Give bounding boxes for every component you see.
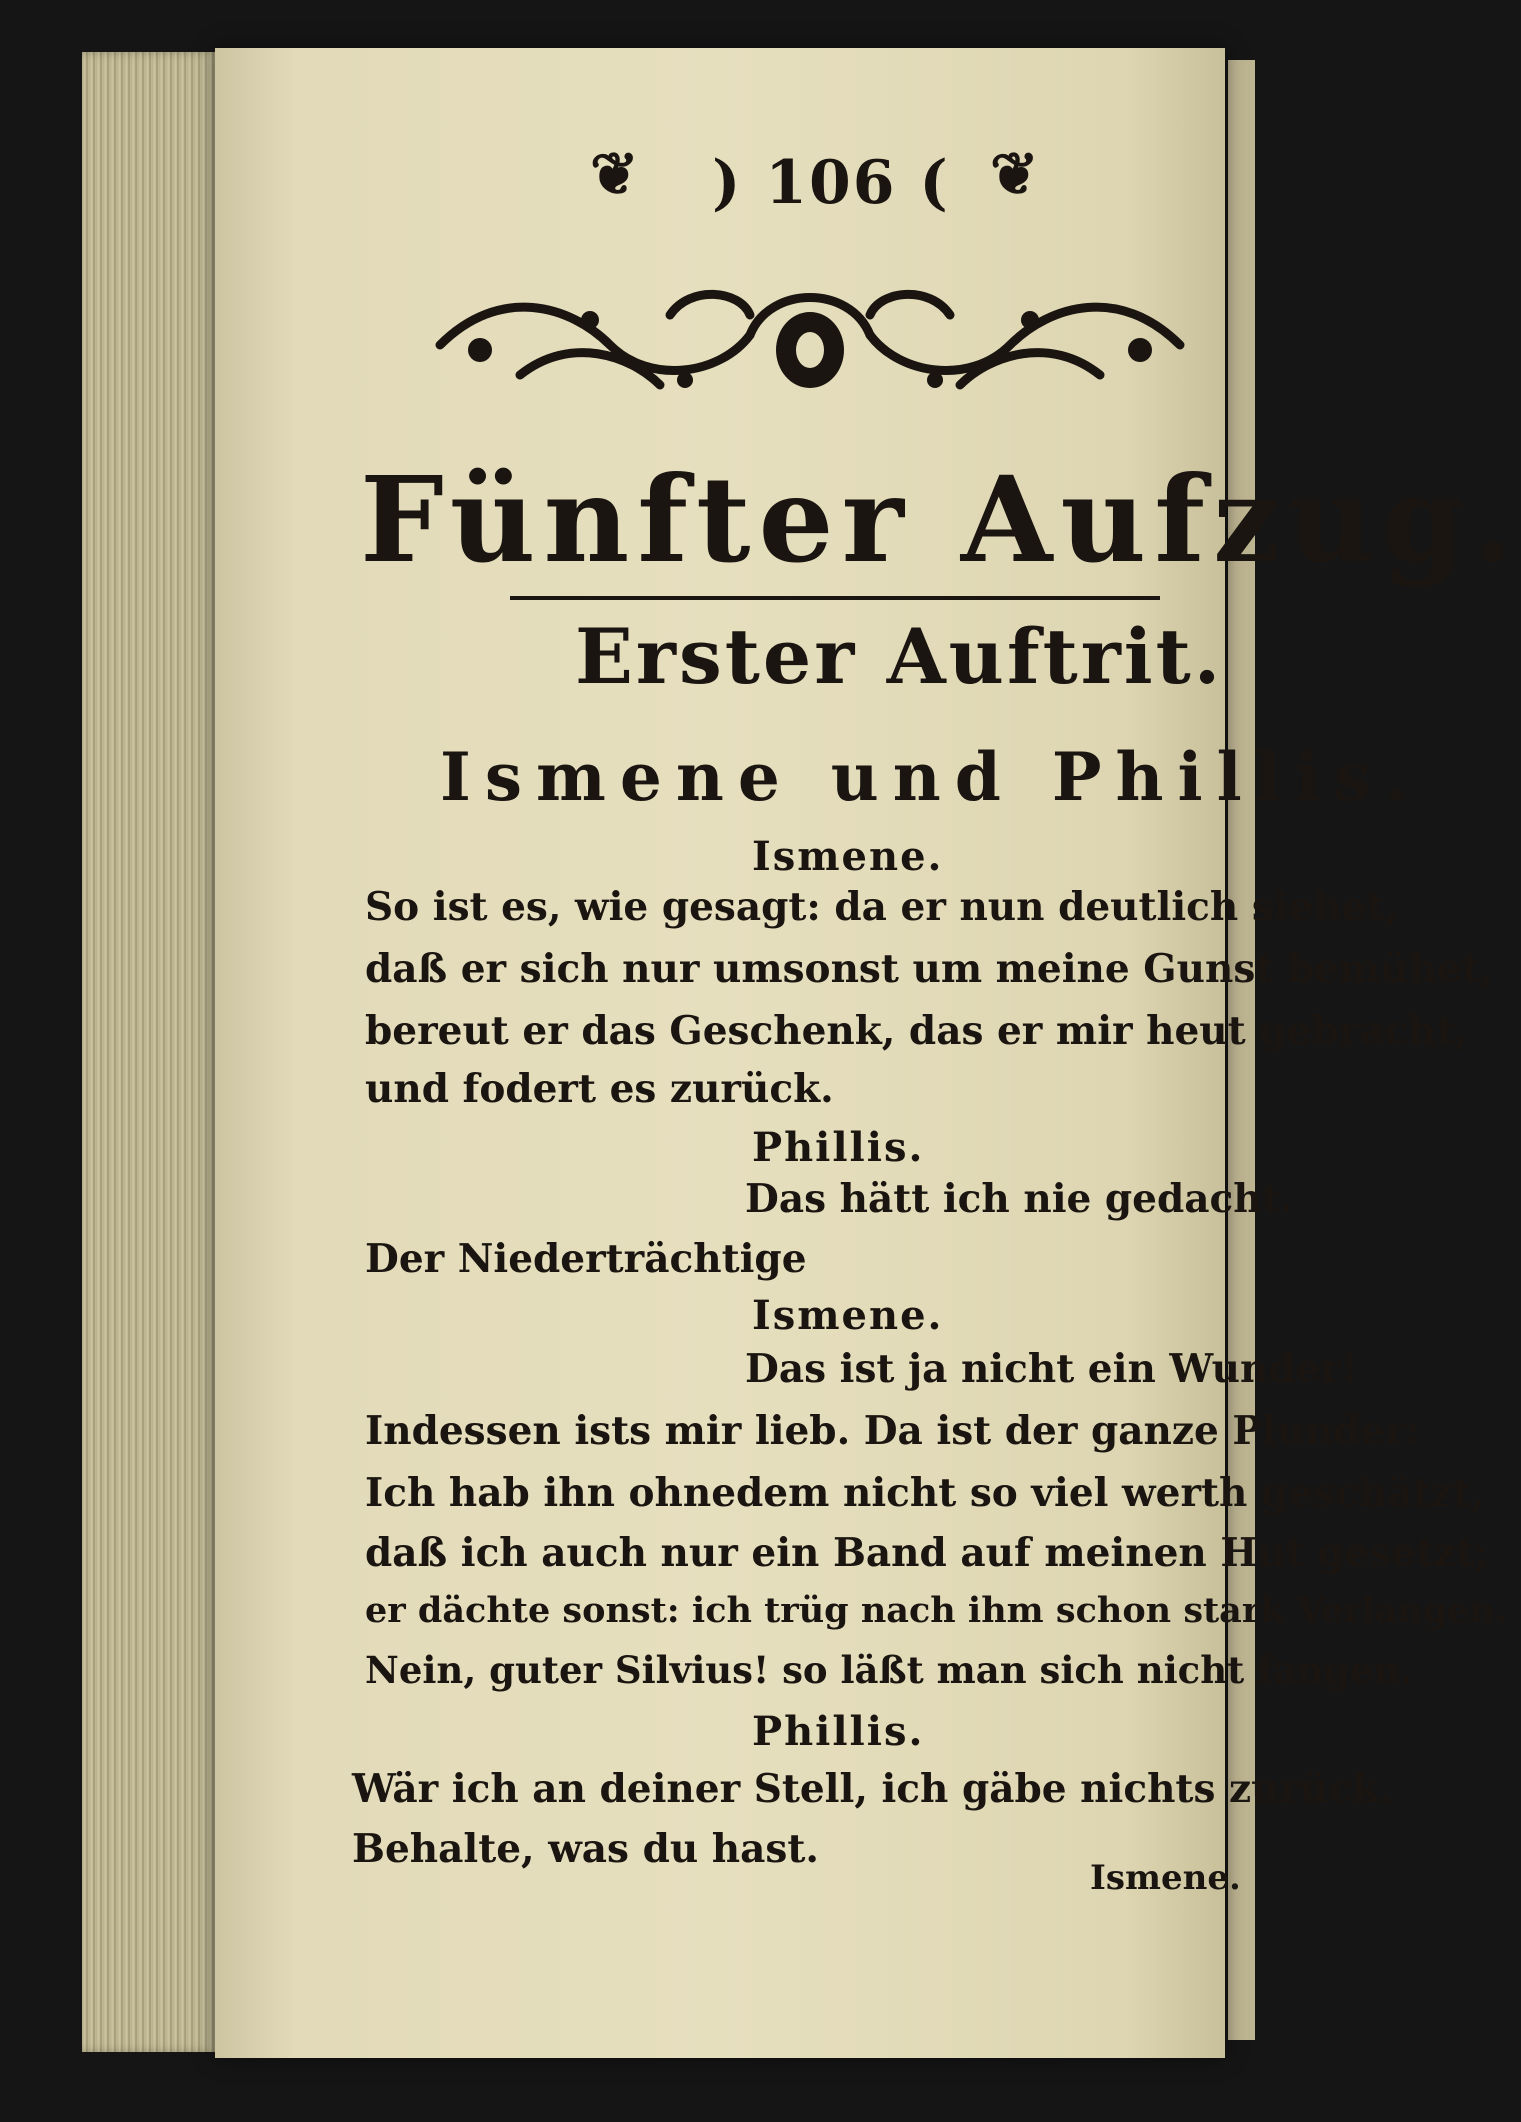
speaker-name: Phillis. [752,1708,925,1755]
speaker-name: Ismene. [752,833,944,880]
header-ornament-left-icon: ❦ [590,140,639,208]
verse-line: Nein, guter Silvius! so läßt man sich nicht fangen. [365,1648,1414,1692]
title-rule [510,596,1160,600]
verse-line: Ich hab ihn ohnedem nicht so viel werth geschätzt, [365,1470,1485,1516]
page-number: ) 106 ( [712,148,950,218]
baroque-scroll-ornament-icon [420,275,1200,405]
header-ornament-right-icon: ❦ [990,140,1039,208]
act-title: Fünfter Aufzug. [360,450,1521,589]
verse-line: Das hätt ich nie gedacht. [745,1176,1294,1222]
verse-line: Indessen ists mir lieb. Da ist der ganze Plunder: [365,1408,1421,1454]
scene-title: Erster Auftrit. [575,612,1224,701]
verse-line: Wär ich an deiner Stell, ich gäbe nichts zurück. [352,1766,1393,1812]
speaker-name: Ismene. [752,1292,944,1339]
verse-line: So ist es, wie gesagt: da er nun deutlich siehet, [365,884,1399,930]
verse-line: und fodert es zurück. [365,1066,834,1112]
verse-line: Der Niederträchtige [365,1236,807,1282]
verse-line: daß er sich nur umsonst um meine Gunst bemühet, [365,946,1494,992]
verse-line: daß ich auch nur ein Band auf meinen Hut gesetzt; [365,1530,1489,1576]
page-edge-stack [82,52,222,2052]
catchword: Ismene. [1090,1858,1241,1898]
verse-line: Das ist ja nicht ein Wunder! [745,1346,1359,1392]
verse-line: bereut er das Geschenk, das er mir heut gebracht, [365,1008,1469,1054]
verse-line: er dächte sonst: ich trüg nach ihm schon stark Verlangen. [365,1590,1508,1631]
speaker-name: Phillis. [752,1124,925,1171]
verse-line: Behalte, was du hast. [352,1826,819,1872]
characters-heading: Ismene und Phillis. [440,738,1422,816]
